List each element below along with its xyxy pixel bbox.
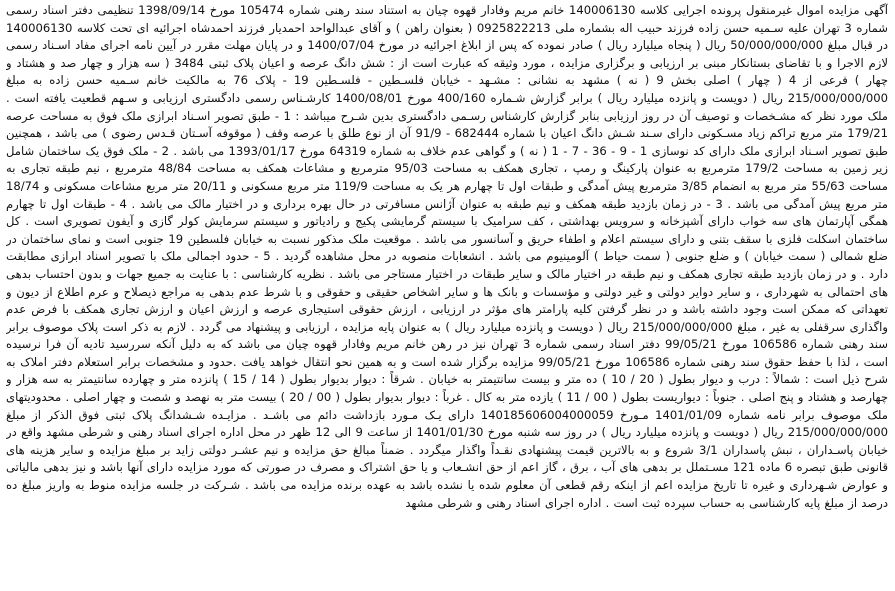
notice-document	[6, 2, 888, 588]
auction-notice-text: آگهی مزایده اموال غیرمنقول پرونده اجرایی کلاسه 140006130 خانم مریم وفادار قهوه چیان به استناد سند رهنی شماره 105474 مورخ 1398/09/14 تنظیمی دفتر اسناد رسمی شماره 3 تهران علیه سـمیه حسن زاده فرزند حبیب اله بشماره ملی 0925822213 ( بعنوان راهن ) و آقای عبدالواحد احمدیار فرزند احمدشاه اجرائیه ای تحت کلاسه 140006130 در قبال مبلغ 50/000/000/000 ریال ( پنجاه میلیارد ریال ) صادر نموده که پس از ابلاغ اجرائیه در مورخ 1400/07/04 و در پایان مهلت مقرر در آیین نامه اجرای مفاد اسـناد رسمی لازم الاجرا و با تقاضای بستانکار مبنی بر ارزیابی و برگزاری مزایده ، مورد وثیقه که عبارت است از : شش دانگ عرصه و اعیان پلاک ثبتی 3484 ( سه هزار و چهار صد و هشتاد و چهار ) فرعی از 4 ( چهار ) اصلی بخش 9 ( نه ) مشهد به نشانی : مشـهد - خیابان فلسـطین - فلسـطین 19 - پلاک 76 به مالکیت خانم سـمیه حسن زاده به مبلغ 215/000/000/000 ریال ( دویست و پانزده میلیارد ریال ) برابر گزارش شـماره 400/160 مورخ 1400/08/01 کارشـناس رسمی دادگستری ارزیابی و سـهم قطعیت یافته است . ملک مورد نظر که مشـخصات و توصیف آن در روز ارزیابی بنابر گزارش کارشناس رسـمی دادگستری بدین شـرح میباشد : 1 - طبق تصویر اسـناد ابرازی ملک فوق به مساحت عرصه 179/21 متر مربع تراکم زیاد مسـکونی دارای سـند شـش دانگ اعیان با شماره 682444 - 91/9 آن از نوع طلق با عرصه وقف ( موقوفه آسـتان قـدس رضوی ) می باشد ، همچنین طبق تصویر اسـناد ابرازی ملک دارای کد نوسازی 1 - 9 - 36 - 7 - 1 ( نه ) و گواهی عدم خلاف به شماره 64319 مورخ 1393/01/17 می باشد . 2 - ملک فوق یک ساختمان شامل زیر زمین به مساحت 179/2 مترمربع به عنوان پارکینگ و رمپ ، تجاری همکف به مساحت 95/03 مترمربع و مشاعات همکف به مساحت 48/84 مترمربع ، نیم طبقه تجاری به مساحت 55/63 متر مربع به انضمام 3/85 مترمربع پیش آمدگی و طبقات اول تا چهارم هر یک به مساحت 119/9 متر مربع مسکونی و 20/11 متر مربع مشاعات مسکونی و 18/74 متر مربع پیش آمدگی می باشد . 3 - در زمان بازدید طبقه همکف و نیم طبقه به عنوان آژانس مسافرتی در حال بهره برداری و در اختیار مالک می باشد . 4 - طبقات اول تا چهارم همگی آپارتمان های سه خواب دارای آشپزخانه و سرویس بهداشتی ، کف سرامیک با سیستم گرمایشی پکیج و رادیاتور و سیستم سرمایش کولر گازی و آیفون تصویری است . کل ساختمان اسکلت فلزی با سقف بتنی و دارای سیستم اعلام و اطفاء حریق و آسانسور می باشد . موقعیت ملک مذکور نسبت به خیابان فلسطین 19 جنوبی است و نمای ساختمان در ضلع شمالی ( سمت خیابان ) و ضلع جنوبی ( سمت حیاط ) آلومینیوم می باشد . انشعابات منصوبه در محل مشاهده گردید . 5 - حدود اجمالی ملک با تصویر اسناد ابرازی مطابقت دارد . و در زمان بازدید طبقه تجاری همکف و نیم طبقه در اختیار مالک و سایر طبقات در اختیار مستاجر می باشد . نظریه کارشناسی : با عنایت به جمیع جهات و بدون احتساب بدهی های احتمالی به شهرداری ، و سایر دوایر دولتی و غیر دولتی و مؤسسات و بانک ها و سایر اشخاص حقیقی و حقوقی و با شرط عدم بدهی به مراجع ذیصلاح و عرم اطلاع از دیون و تعهداتی که ممکن است وجود داشته باشد و در نظر گرفتن کلیه پارامتر های مؤثر در ارزیابی ، ارزش حقوقی استیجاری عرصه و ارزش اعیان و ارزش تجاری همکف با فرض عدم واگذاری سرقفلی به غیر ، مبلغ 215/000/000/000 ریال ( دویست و پانزده میلیارد ریال ) به عنوان پایه مزایده ، ارزیابی و پیشنهاد می گردد . لازم به ذکر است پلاک موصوف برابر سند رهنی شماره 106586 مورخ 99/05/21 دفتر اسناد رسمی شماره 3 تهران نیز در رهن خانم مریم وفادار قهوه چیان می باشد که به دلیل آنکه سررسید تادیه آن فرا نرسیده است ، لذا با حفظ حقوق سند رهنی شماره 106586 مورخ 99/05/21 مزایده برگزار شده است و به همین نحو انتقال خواهد یافت .حدود و مشخصات برابر استعلام دفتر املاک به شرح ذیل است : شمالاً : درب و دیوار بطول ( 20 / 10 ) ده متر و بیست سانتیمتر به خیابان . شرقاً : دیوار بدیوار بطول ( 14 / 15 ) پانزده متر و چهارده سانتیمتر به سه هزار و چهارصد و هشتاد و پنج اصلی . جنوباً : دیواریست بطول ( 00 / 11 ) یازده متر به کال . غرباً : دیوار بدیوار بطول ( 00 / 20 ) بیست متر به نهصد و شصت و چهار اصلی . محدودیتهای ملک موصوف برابر نامه شماره 1401/01/09 مـورخ 140185606004000059 دارای یـک مـورد بازداشت دائم می باشـد . مزایـده شـشدانگ پلاک ثبتی فوق الذکر از مبلغ 215/000/000/000 ریال ( دویست و پانزده میلیارد ریال ) در روز سه شنبه مورخ 1401/01/30 از ساعت 9 الی 12 ظهر در محل اداره اجرای اسناد رهنی و شرطی مشهد واقع در خیابان پاسـداران ، نبش پاسداران 3/1 شروع و به بالاترین قیمت پیشنهادی نقـداً واگذار میگردد . ضمناً مبالغ حق مزایده و نیم عشـر دولتی زاید بر مبلغ مزایده و سایر هزینه های قانونی طبق تبصره 6 ماده 121 مسـتملل بر بدهی های آب ، برق ، گاز اعم از حق انشـعاب و یا حق اشتراک و مصرف در صورتی که مورد مزایده دارای آنها باشد و نیز بدهی مالیاتی و عوارض شـهرداری و غیره تا تاریخ مزایده اعم از اینکه رقم قطعی آن معلوم شده یا نشده باشد به عهده برنده مزایده می باشد . شـرکت در جلسه مزایده منوط به واریز مبلغ ده درصد از مبلغ پایه کارشناسی به حساب سپرده ثبت است . اداره اجرای اسناد رهنی و شرطی مشهد	[6, 3, 888, 510]
